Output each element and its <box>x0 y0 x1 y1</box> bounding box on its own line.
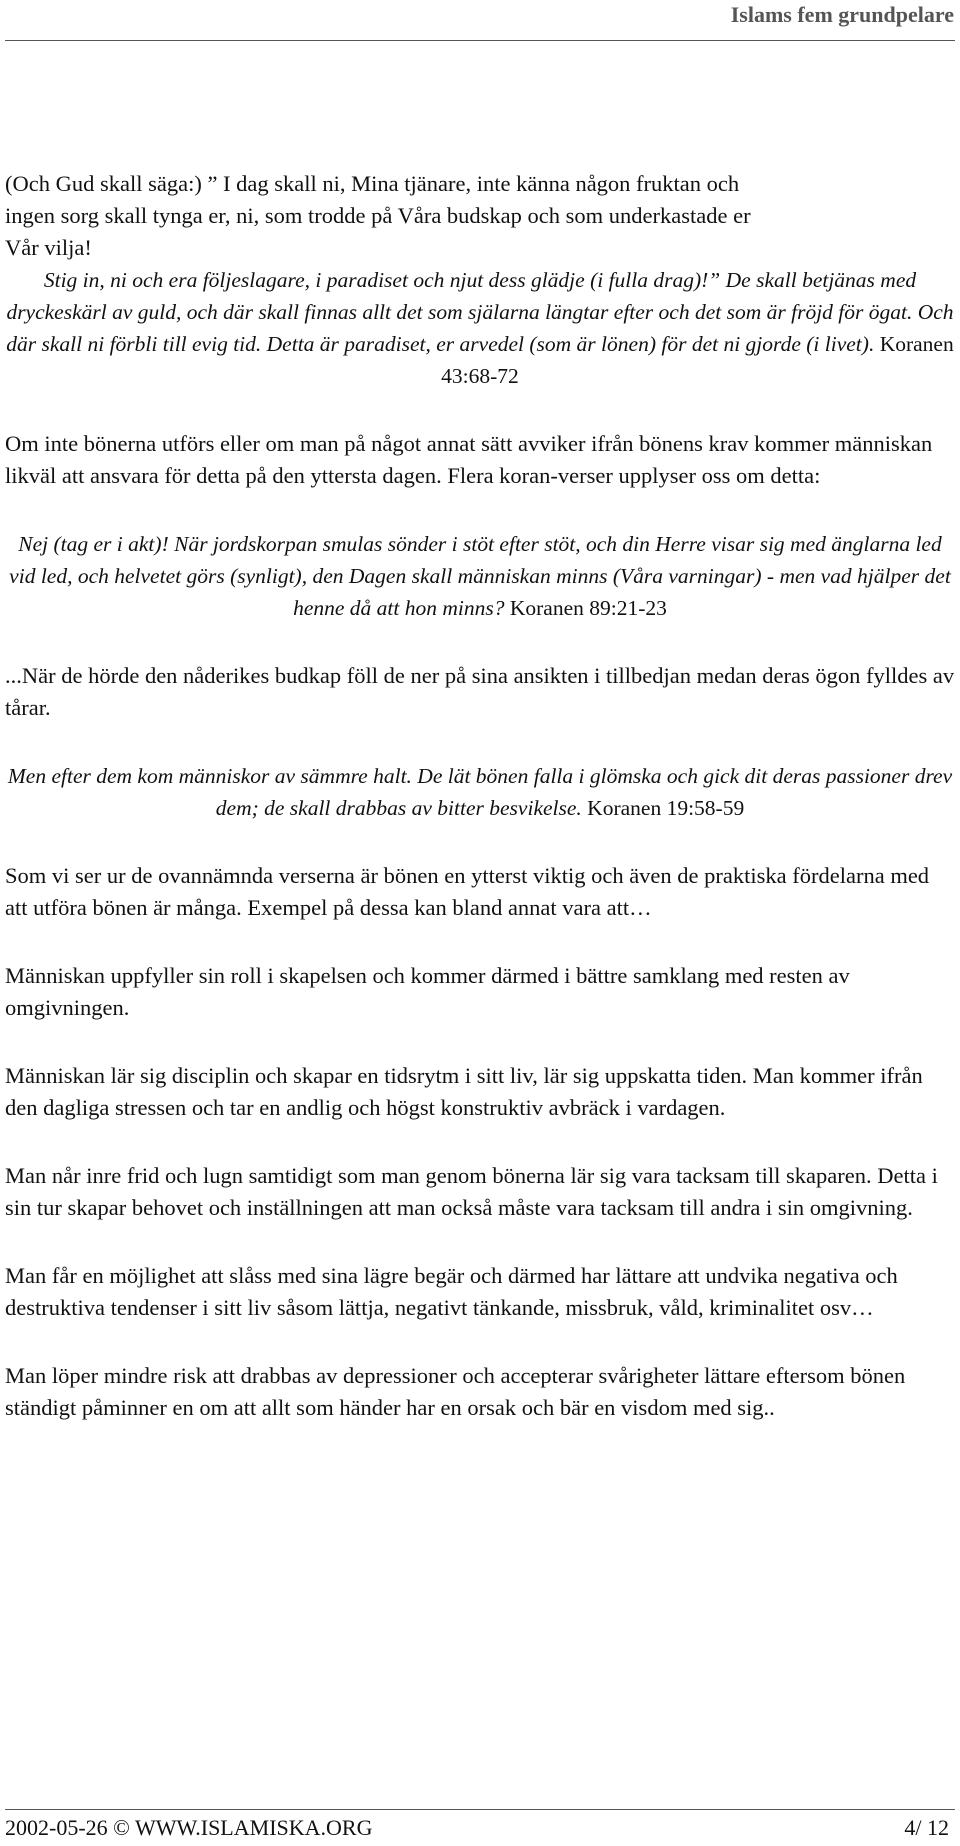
quote-paradise-reference: Koranen 43:68-72 <box>441 332 954 388</box>
header-title: Islams fem grundpelare <box>730 2 954 27</box>
quote-earth-text: Nej (tag er i akt)! När jordskorpan smulas sönder i stöt efter stöt, och din Herre visar sig med änglarna led vid led, och helvetet görs (synligt), den Dagen skall människan minns (Våra varningar) - men vad hjälper det henne då att hon minns? <box>9 532 951 620</box>
quote-generations <box>5 760 955 824</box>
quote-earth <box>5 528 955 624</box>
paragraph-benefit-peace: Man når inre frid och lugn samtidigt som man genom bönerna lär sig vara tacksam till skaparen. Detta i sin tur skapar behovet och inställningen att man också måste vara tacksam till andra i sin omgivning. <box>5 1163 938 1220</box>
page-number: 4/ 12 <box>904 1815 949 1840</box>
document-body <box>5 168 955 1424</box>
paragraph-benefits-intro: Som vi ser ur de ovannämnda verserna är bönen en ytterst viktig och även de praktiska fördelarna med att utföra bönen är många. Exempel på dessa kan bland annat vara att… <box>5 863 930 920</box>
quote-paradise <box>5 264 955 392</box>
header-divider <box>5 40 955 41</box>
paragraph-accountability: Om inte bönerna utförs eller om man på något annat sätt avviker ifrån bönens krav kommer människan likväl att ansvara för detta på den yttersta dagen. Flera koran-verser upplyser oss om detta: <box>5 431 933 488</box>
quote-generations-text: Men efter dem kom människor av sämmre halt. De lät bönen falla i glömska och gick dit deras passioner drev dem; de skall drabbas av bitter besvikelse. <box>7 764 953 820</box>
footer-divider <box>5 1809 955 1810</box>
quote-paradise-text: Stig in, ni och era följeslagare, i paradiset och njut dess glädje (i fulla drag)!” De skall betjänas med dryckeskärl av guld, och där skall finnas allt det som själarna längtar efter och det som är fröjd för ögat. Och där skall ni förbli till evig tid. Detta är paradiset, er arvedel (som är lönen) för det ni gjorde (i livet). <box>6 268 954 356</box>
paragraph-benefit-discipline: Människan lär sig disciplin och skapar en tidsrytm i sitt liv, lär sig uppskatta tiden. Man kommer ifrån den dagliga stressen och tar en andlig och högst konstruktiv avbräck i vardagen. <box>5 1063 923 1120</box>
quote-earth-reference: Koranen 89:21-23 <box>509 596 667 620</box>
intro-line-2: ingen sorg skall tynga er, ni, som trodde på Våra budskap och som underkastade er <box>5 203 751 228</box>
paragraph-benefit-depression: Man löper mindre risk att drabbas av depressioner och accepterar svårigheter lättare eftersom bönen ständigt påminner en om att allt som händer har en orsak och bär en visdom med sig.. <box>5 1363 906 1420</box>
intro-line-3: Vår vilja! <box>5 235 92 260</box>
footer-date-site: 2002-05-26 © WWW.ISLAMISKA.ORG <box>5 1815 373 1840</box>
paragraph-prostration: ...När de hörde den nåderikes budkap föll de ner på sina ansikten i tillbedjan medan deras ögon fylldes av tårar. <box>5 663 955 720</box>
intro-line-1: (Och Gud skall säga:) ” I dag skall ni, Mina tjänare, inte känna någon fruktan och <box>5 171 740 196</box>
paragraph-benefit-harmony: Människan uppfyller sin roll i skapelsen och kommer därmed i bättre samklang med resten av omgivningen. <box>5 963 850 1020</box>
paragraph-intro <box>5 168 955 264</box>
quote-generations-reference: Koranen 19:58-59 <box>587 796 745 820</box>
paragraph-benefit-desires: Man får en möjlighet att slåss med sina lägre begär och därmed har lättare att undvika negativa och destruktiva tendenser i sitt liv såsom lättja, negativt tänkande, missbruk, våld, kriminalitet osv… <box>5 1263 898 1320</box>
